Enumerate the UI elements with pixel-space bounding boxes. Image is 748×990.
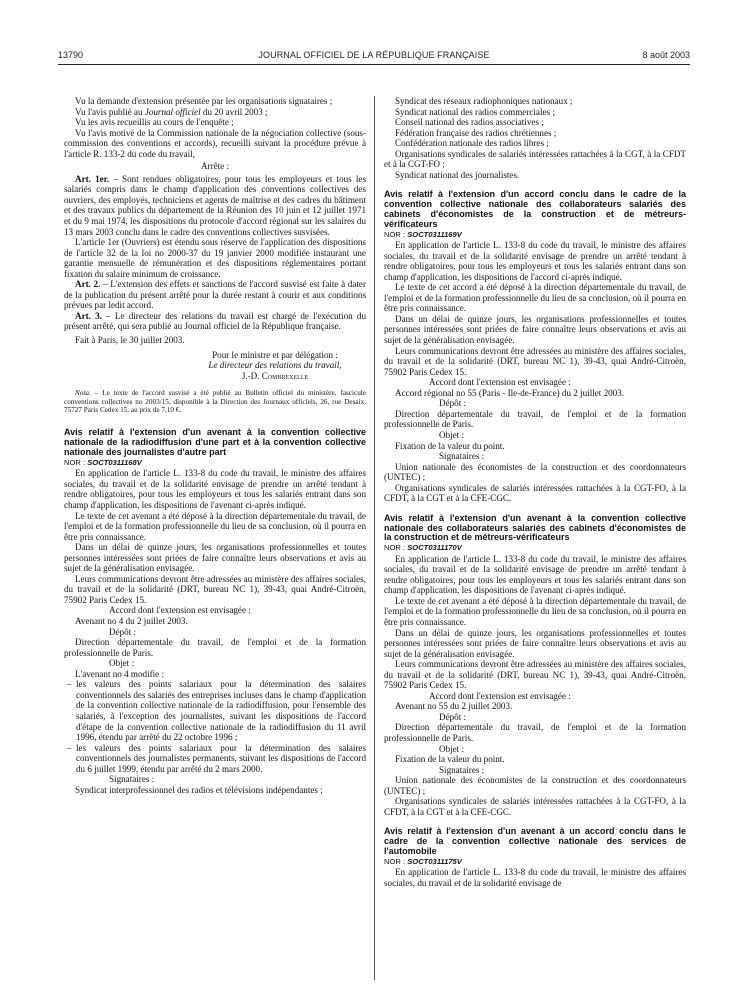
avenant-ref: Avenant no 4 du 2 juillet 2003. bbox=[75, 616, 188, 627]
avis-paragraph: Leurs communications devront être adressées au ministère des affaires sociales, du travail et de la solidarité (DRT, bureau NC 1), 39-43, quai André-Citroën, 75902 Paris Cedex 15. bbox=[384, 659, 686, 691]
left-column bbox=[64, 96, 366, 795]
nor-prefix: NOR : bbox=[384, 856, 408, 866]
depot-label: Dépôt : bbox=[439, 398, 467, 409]
signataire: Syndicat national des radios commerciales ; bbox=[395, 106, 555, 117]
accord-label: Accord dont l'extension est envisagée : bbox=[429, 377, 571, 388]
fait-a-paris: Fait à Paris, le 30 juillet 2003. bbox=[75, 335, 185, 346]
vu-line: Vu la demande d'extension présentée par les organisations signataires ; bbox=[75, 96, 333, 106]
depot-text: Direction départementale du travail, de l'emploi et de la formation professionnelle de Paris. bbox=[64, 637, 366, 658]
issue-date: 8 août 2003 bbox=[642, 50, 690, 60]
avis-paragraph: Le texte de cet avenant a été déposé à la direction départementale du travail, de l'emploi et de la formation professionnelle du lieu de sa conclusion, où il pourra en être pris connaissance. bbox=[384, 595, 686, 627]
avis-title: Avis relatif à l'extension d'un avenant à la convention collective nationale de la radiodiffusion d'une part et à la convention collective nationale des journalistes d'autre part bbox=[64, 427, 366, 458]
avenant-ref: Avenant no 55 du 2 juillet 2003. bbox=[395, 701, 513, 712]
nor-reference bbox=[64, 458, 366, 469]
avis-paragraph: Dans un délai de quinze jours, les organisations professionnelles et toutes personnes intéressées sont priées de faire connaître leurs observations et avis au sujet de la généralisation envisagée. bbox=[64, 542, 366, 574]
avis-paragraph: En application de l'article L. 133-8 du code du travail, le ministre des affaires sociales, du travail et de la solidarité envisage de prendre un arrêté tendant à rendre obligatoires, pour tous les employeurs et tous les salariés entrant dans son champ d'application, les dispositions de l'avenant ci-après indiqué. bbox=[64, 468, 366, 511]
nor-reference bbox=[384, 857, 686, 868]
signature-name: J.-D. Combrexelle bbox=[241, 370, 309, 381]
objet-label: Objet : bbox=[439, 743, 465, 754]
vu-line: Vu les avis recueillis au cours de l'enquête ; bbox=[75, 117, 234, 128]
avis-paragraph: Le texte de cet accord a été déposé à la direction départementale du travail, de l'emploi et de la formation professionnelle du lieu de sa conclusion, où il pourra en être pris connaissance. bbox=[384, 282, 686, 314]
nor-code: SOCT0311169V bbox=[407, 229, 462, 239]
signataire: Fédération française des radios chrétiennes ; bbox=[395, 127, 557, 138]
depot-text: Direction départementale du travail, de l'emploi et de la formation professionnelle de Paris. bbox=[384, 408, 686, 430]
avis-paragraph: En application de l'article L. 133-8 du code du travail, le ministre des affaires sociales, du travail et de la solidarité envisage de bbox=[384, 867, 686, 888]
avis-title: Avis relatif à l'extension d'un avenant à un accord conclu dans le cadre de la convention collective nationale des services de l'automobile bbox=[384, 826, 686, 856]
article-2-text: – L'extension des effets et sanctions de l'accord susvisé est faite à dater de la publication du présent arrêté pour la durée restant à courir et aux conditions prévues par ledit accord. bbox=[64, 279, 366, 311]
signataire: Syndicat des réseaux radiophoniques nationaux ; bbox=[395, 96, 573, 106]
arrete-heading: Arrête : bbox=[200, 161, 230, 172]
journal-title: JOURNAL OFFICIEL DE LA RÉPUBLIQUE FRANÇAISE bbox=[258, 50, 490, 60]
page-number: 13790 bbox=[58, 50, 84, 60]
nor-prefix: NOR : bbox=[384, 543, 408, 553]
article-1-text: – Sont rendues obligatoires, pour tous les employeurs et tous les salariés compris dans le champ d'application des conventions collectives des ouvriers, des employés, techniciens et agents de maîtrise et des cadres du bâtiment et des travaux publics du département de la Réunion des 10 juin et 12 juillet 1971 et du 9 mai 1974, les dispositions du protocole d'accord régional sur les salaires du 13 mars 2003 conclu dans le cadre des conventions collectives susvisées. bbox=[64, 173, 366, 237]
vu-line: Vu l'avis motivé de la Commission nationale de la négociation collective (sous-commission des conventions et accords), recueilli suivant la procédure prévue à l'article R. 133-2 du code du travail, bbox=[64, 127, 366, 159]
avis-paragraph: Dans un délai de quinze jours, les organisations professionnelles et toutes personnes intéressées sont priées de faire connaître leurs observations et avis au sujet de la généralisation envisagée. bbox=[384, 627, 686, 659]
signataires-label: Signataires : bbox=[439, 764, 485, 775]
nor-code: SOCT0311168V bbox=[87, 457, 142, 467]
modification-list bbox=[64, 679, 366, 774]
avis-paragraph: Dans un délai de quinze jours, les organisations professionnelles et toutes personnes intéressées sont priées de faire connaître leurs observations et avis au sujet de la généralisation envisagée. bbox=[384, 313, 686, 346]
objet-text: Fixation de la valeur du point. bbox=[395, 440, 505, 451]
list-item: – les valeurs des points salariaux pour la détermination des salaires conventionnels des journalistes permanents, suivant les dispositions de l'accord du 6 juillet 1999, étendu par arrêté du 2 mars 2000. bbox=[64, 743, 366, 775]
objet-text: Fixation de la valeur du point. bbox=[395, 754, 505, 765]
nor-code: SOCT0311170V bbox=[407, 543, 462, 553]
article-1-para2: L'article 1er (Ouvriers) est étendu sous réserve de l'application des dispositions de l'article 32 de la loi no 2000-37 du 19 janvier 2000 modifiée instaurant une garantie mensuelle de rémunération et des dispositions réglementaires portant fixation du salaire minimum de croissance. bbox=[64, 237, 366, 279]
article-2-label: Art. 2. bbox=[75, 279, 101, 290]
list-item: – les valeurs des points salariaux pour la détermination des salaires conventionnels des salariés des entreprises incluses dans le champ d'application de la convention collective nationale de la radiodiffusion, pour l'ensemble des salariés, à l'exception des journalistes, suivant les dispositions de l'accord d'étape de la convention collective nationale de la radiodiffusion du 11 avril 1996, étendu par arrêté du 22 octobre 1996 ; bbox=[64, 679, 366, 742]
nor-reference bbox=[384, 230, 686, 241]
avis-paragraph: En application de l'article L. 133-8 du code du travail, le ministre des affaires sociales, du travail et de la solidarité envisage de prendre un arrêté tendant à rendre obligatoires, pour tous les employeurs et tous les salariés entrant dans son champ d'application, les dispositions de l'accord ci-après indiqué. bbox=[384, 240, 686, 282]
nor-code: SOCT0311175V bbox=[407, 856, 462, 866]
article-2 bbox=[64, 279, 366, 311]
signataire: Organisations syndicales de salariés intéressées rattachées à la CGT, à la CFDT et à la CGT-FO ; bbox=[384, 148, 686, 170]
avis-paragraph: Leurs communications devront être adressées au ministère des affaires sociales, du travail et de la solidarité (DRT, bureau NC 1), 39-43, quai André-Citroën, 75902 Paris Cedex 15. bbox=[64, 573, 366, 605]
nor-prefix: NOR : bbox=[384, 229, 408, 239]
article-3 bbox=[64, 311, 366, 332]
signataire: Union nationale des économistes de la construction et des coordonnateurs (UNTEC) ; bbox=[384, 461, 686, 483]
avis-paragraph: Le texte de cet avenant a été déposé à la direction départementale du travail, de l'emploi et de la formation professionnelle du lieu de sa conclusion, où il pourra en être pris connaissance. bbox=[64, 510, 366, 542]
nor-prefix: NOR : bbox=[64, 457, 88, 467]
nota-text: – Le texte de l'accord susvisé a été publié au Bulletin officiel du ministère, fascicule conventions collectives no 2003/15, disponible à la Direction des Journaux officiels, 26, rue Desaix, 75727 Paris Cedex 15, au prix de 7,10 €. bbox=[64, 389, 366, 415]
signataire: Union nationale des économistes de la construction et des coordonnateurs (UNTEC) ; bbox=[384, 775, 686, 796]
page-header bbox=[58, 50, 690, 64]
accord-ref: Accord régional no 55 (Paris - Ile-de-France) du 2 juillet 2003. bbox=[395, 387, 625, 398]
signataire: Organisations syndicales de salariés intéressées rattachées à la CGT-FO, à la CFDT, à la CGT et à la CFE-CGC. bbox=[384, 482, 686, 504]
column-divider bbox=[374, 96, 375, 980]
article-1-label: Art. 1er. bbox=[75, 173, 110, 184]
article-3-text: – Le directeur des relations du travail est chargé de l'exécution du présent arrêté, qui sera publié au Journal officiel de la République française. bbox=[64, 310, 366, 332]
nota bbox=[64, 389, 366, 414]
signature-line-1: Pour le ministre et par délégation : bbox=[212, 349, 338, 360]
signataire: Confédération nationale des radios libres ; bbox=[395, 138, 549, 149]
signataire: Conseil national des radios associatives ; bbox=[395, 117, 544, 128]
accord-label: Accord dont l'extension est envisagée : bbox=[109, 605, 251, 616]
avis-paragraph: En application de l'article L. 133-8 du code du travail, le ministre des affaires sociales, du travail et de la solidarité envisage de prendre un arrêté tendant à rendre obligatoires, pour tous les employeurs et tous les salariés entrant dans son champ d'application, les dispositions de l'avenant ci-après indiqué. bbox=[384, 553, 686, 596]
depot-text: Direction départementale du travail, de l'emploi et de la formation professionnelle de Paris. bbox=[384, 722, 686, 744]
depot-label: Dépôt : bbox=[439, 711, 467, 722]
objet-label: Objet : bbox=[109, 658, 135, 669]
article-3-label: Art. 3. bbox=[75, 310, 102, 321]
modifie-intro: L'avenant no 4 modifie : bbox=[75, 668, 165, 679]
vu-line: Vu l'avis publié au Journal officiel du 20 avril 2003 ; bbox=[75, 106, 268, 117]
avis-title: Avis relatif à l'extension d'un accord conclu dans le cadre de la convention collective nationale des collaborateurs salariés des cabinets d'économistes de la construction et de métreurs-vérificateurs bbox=[384, 189, 686, 229]
signataire: Syndicat national des journalistes. bbox=[395, 169, 520, 180]
right-column bbox=[384, 96, 686, 888]
signataires-label: Signataires : bbox=[439, 451, 485, 462]
signataire: Organisations syndicales de salariés intéressées rattachées à la CGT-FO, à la CFDT, à la CGT et à la CFE-CGC. bbox=[384, 796, 686, 817]
avis-paragraph: Leurs communications devront être adressées au ministère des affaires sociales, du travail et de la solidarité (DRT, bureau NC 1), 39-43, quai André-Citroën, 75902 Paris Cedex 15. bbox=[384, 345, 686, 377]
header-rule bbox=[58, 64, 690, 65]
signataire: Syndicat interprofessionnel des radios et télévisions indépendantes ; bbox=[75, 784, 323, 795]
nota-label: Nota. bbox=[75, 389, 91, 398]
signature-line-2: Le directeur des relations du travail, bbox=[208, 360, 342, 371]
avis-title: Avis relatif à l'extension d'un avenant à la convention collective nationale des collaborateurs salariés des cabinets d'économistes de la construction et de métreurs-vérificateurs bbox=[384, 512, 686, 543]
objet-label: Objet : bbox=[439, 429, 465, 440]
nor-reference bbox=[384, 543, 686, 554]
depot-label: Dépôt : bbox=[109, 626, 137, 637]
accord-label: Accord dont l'extension est envisagée : bbox=[429, 690, 571, 701]
signataires-label: Signataires : bbox=[109, 774, 155, 785]
article-1 bbox=[64, 174, 366, 237]
